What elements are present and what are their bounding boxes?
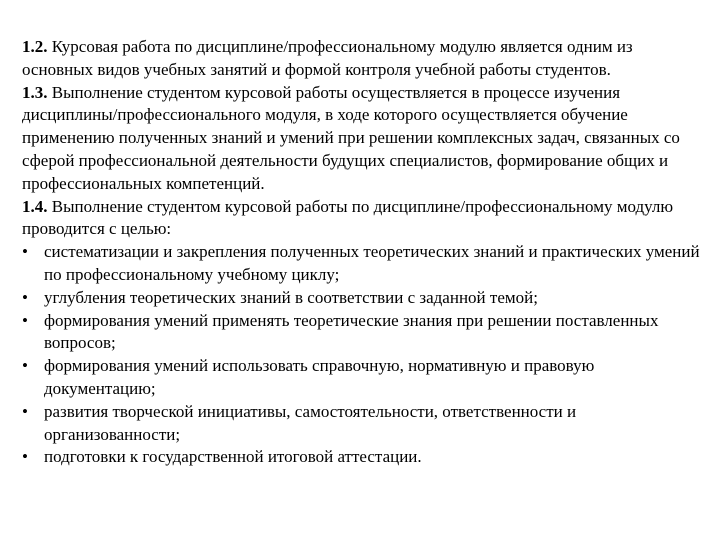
list-item-text: развития творческой инициативы, самостоятельности, ответственности и организованности; <box>44 401 577 444</box>
list-item <box>22 401 702 447</box>
list-item <box>22 241 702 287</box>
bullet-icon: • <box>22 242 28 262</box>
bullet-icon: • <box>22 447 28 467</box>
paragraph-1-3 <box>22 82 702 196</box>
list-item <box>22 446 702 469</box>
list-item-text: формирования умений применять теоретические знания при решении поставленных вопросов; <box>44 310 659 353</box>
list-item <box>22 355 702 401</box>
paragraph-text: Выполнение студентом курсовой работы по дисциплине/профессиональному модулю проводится с целью: <box>22 196 674 239</box>
list-item-text: подготовки к государственной итоговой аттестации. <box>44 447 422 467</box>
paragraph-number: 1.3. <box>22 82 48 102</box>
list-item <box>22 287 702 310</box>
bullet-icon: • <box>22 310 28 330</box>
bullet-icon: • <box>22 356 28 376</box>
paragraph-text: Курсовая работа по дисциплине/профессиональному модулю является одним из основных видов учебных занятий и формой контроля учебной работы студентов. <box>22 37 633 79</box>
paragraph-number: 1.2. <box>22 37 48 56</box>
paragraph-1-4 <box>22 196 702 242</box>
list-item <box>22 310 702 356</box>
bullet-icon: • <box>22 401 28 421</box>
document-body <box>22 36 702 469</box>
list-item-text: углубления теоретических знаний в соответствии с заданной темой; <box>44 287 538 307</box>
paragraph-text: Выполнение студентом курсовой работы осуществляется в процессе изучения дисциплины/профессионального модуля, в ходе которого осуществляется обучение применению полученных знаний и умений при решении комплексных задач, связанных со сферой профессиональной деятельности будущих специалистов, формирование общих и профессиональных компетенций. <box>22 82 680 193</box>
bullet-icon: • <box>22 287 28 307</box>
paragraph-number: 1.4. <box>22 196 48 216</box>
goals-list <box>22 241 702 469</box>
list-item-text: систематизации и закрепления полученных теоретических знаний и практических умений по профессиональному учебному циклу; <box>44 242 700 284</box>
paragraph-1-2 <box>22 36 702 82</box>
list-item-text: формирования умений использовать справочную, нормативную и правовую документацию; <box>44 356 595 398</box>
